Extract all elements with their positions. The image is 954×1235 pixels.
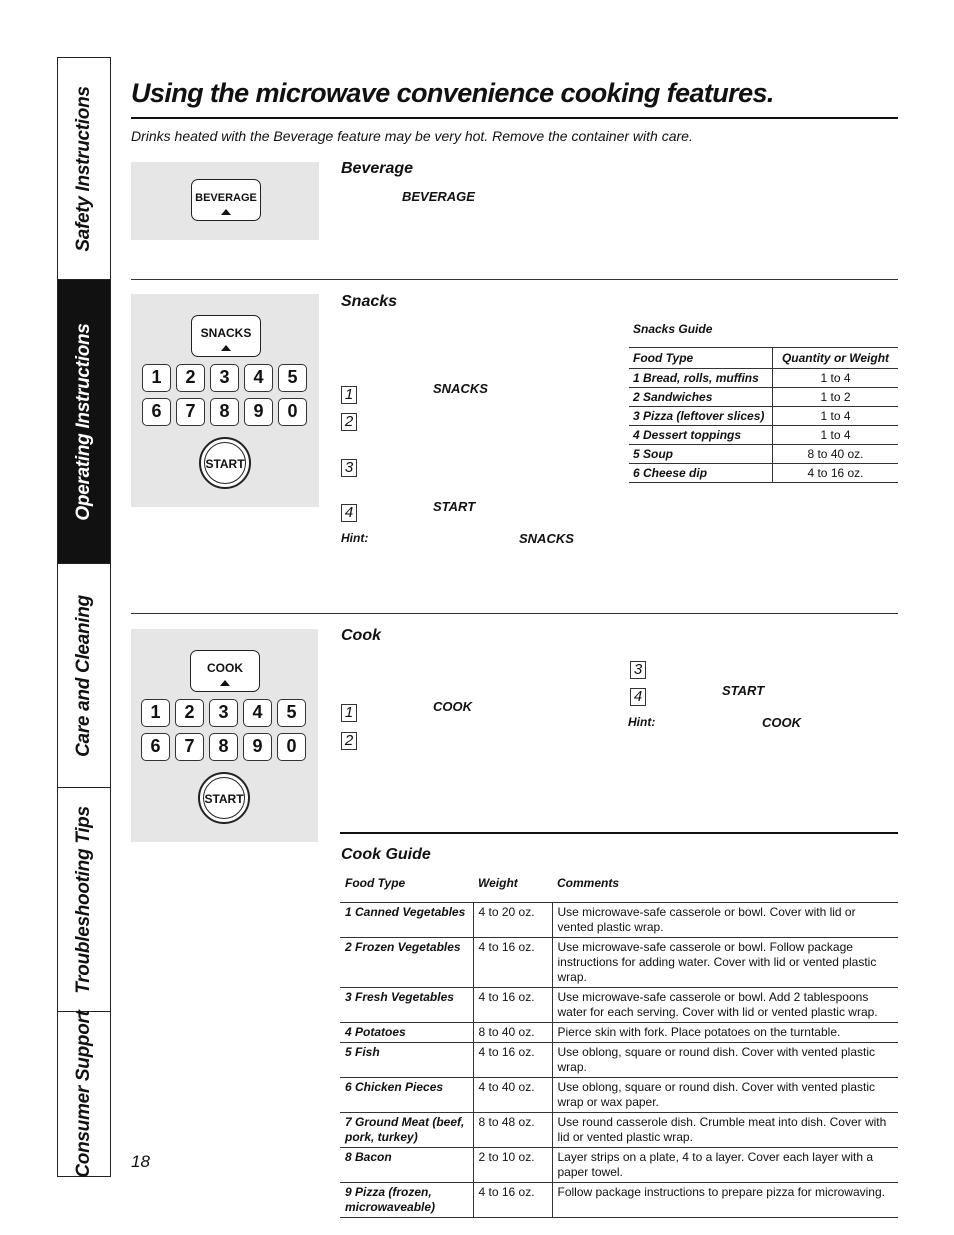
- digit-2-key[interactable]: 2: [176, 364, 205, 392]
- up-arrow-icon: [221, 345, 231, 351]
- hint-label: Hint:: [341, 531, 369, 545]
- table-row: 1 Canned Vegetables 4 to 20 oz. Use microwave-safe casserole or bowl. Cover with lid or vented plastic wrap.: [340, 903, 898, 938]
- hint-keyword: COOK: [762, 715, 801, 730]
- step-number: 2: [341, 413, 357, 431]
- hint-label: Hint:: [628, 715, 656, 729]
- table-row: 9 Pizza (frozen, microwaveable) 4 to 16 oz. Follow package instructions to prepare pizza for microwaving.: [340, 1183, 898, 1218]
- column-header: Food Type: [629, 348, 773, 369]
- digit-1-key[interactable]: 1: [142, 364, 171, 392]
- step-number: 1: [341, 704, 357, 722]
- cook-keyword: COOK: [433, 699, 472, 714]
- snacks-keyword: SNACKS: [433, 381, 488, 396]
- up-arrow-icon: [221, 209, 231, 215]
- beverage-panel: [131, 162, 319, 240]
- tab-troubleshooting-tips[interactable]: Troubleshooting Tips: [58, 788, 110, 1012]
- start-button[interactable]: START: [199, 437, 251, 489]
- snacks-keypad-panel: [131, 294, 319, 507]
- step-number: 4: [630, 688, 646, 706]
- digit-8-key[interactable]: 8: [209, 733, 238, 761]
- up-arrow-icon: [220, 680, 230, 686]
- section-divider: [131, 279, 898, 280]
- table-row: 4 Dessert toppings 1 to 4: [629, 426, 898, 445]
- tab-operating-instructions[interactable]: Operating Instructions: [58, 280, 110, 564]
- digit-3-key[interactable]: 3: [209, 699, 238, 727]
- digit-8-key[interactable]: 8: [210, 398, 239, 426]
- snacks-guide-table: [629, 347, 898, 483]
- step-number: 3: [630, 661, 646, 679]
- beverage-keyword: BEVERAGE: [402, 189, 475, 204]
- table-row: 2 Sandwiches 1 to 2: [629, 388, 898, 407]
- title-rule: [131, 117, 898, 119]
- table-row: 6 Cheese dip 4 to 16 oz.: [629, 464, 898, 483]
- table-row: 2 Frozen Vegetables 4 to 16 oz. Use microwave-safe casserole or bowl. Follow package instructions for adding water. Cover with lid or vented plastic wrap.: [340, 938, 898, 988]
- section-divider: [131, 613, 898, 614]
- column-header: Weight: [473, 872, 552, 903]
- page-number: 18: [131, 1152, 150, 1171]
- start-button[interactable]: START: [198, 772, 250, 824]
- table-row: 7 Ground Meat (beef, pork, turkey) 8 to 48 oz. Use round casserole dish. Crumble meat into dish. Cover with lid or vented plastic wrap.: [340, 1113, 898, 1148]
- step-number: 3: [341, 459, 357, 477]
- table-row: 1 Bread, rolls, muffins 1 to 4: [629, 369, 898, 388]
- table-row: 3 Fresh Vegetables 4 to 16 oz. Use microwave-safe casserole or bowl. Add 2 tablespoons water for each serving. Cover with lid or vented plastic wrap.: [340, 988, 898, 1023]
- digit-6-key[interactable]: 6: [141, 733, 170, 761]
- guide-divider: [340, 832, 898, 834]
- intro-text: Drinks heated with the Beverage feature may be very hot. Remove the container with care.: [131, 128, 693, 144]
- table-row: 6 Chicken Pieces 4 to 40 oz. Use oblong, square or round dish. Cover with vented plastic wrap or wax paper.: [340, 1078, 898, 1113]
- step-number: 4: [341, 504, 357, 522]
- start-keyword: START: [433, 499, 476, 514]
- tab-consumer-support[interactable]: Consumer Support: [73, 1010, 94, 1178]
- side-tabs: [57, 57, 111, 1177]
- digit-9-key[interactable]: 9: [243, 733, 272, 761]
- digit-0-key[interactable]: 0: [277, 733, 306, 761]
- beverage-heading: Beverage: [341, 160, 414, 177]
- column-header: Food Type: [340, 872, 473, 903]
- digit-3-key[interactable]: 3: [210, 364, 239, 392]
- cook-keypad-panel: [131, 629, 318, 842]
- step-number: 2: [341, 732, 357, 750]
- step-number: 1: [341, 386, 357, 404]
- tab-care-and-cleaning[interactable]: Care and Cleaning: [58, 564, 110, 788]
- digit-0-key[interactable]: 0: [278, 398, 307, 426]
- digit-5-key[interactable]: 5: [277, 699, 306, 727]
- table-row: 5 Fish 4 to 16 oz. Use oblong, square or round dish. Cover with vented plastic wrap.: [340, 1043, 898, 1078]
- table-row: 5 Soup 8 to 40 oz.: [629, 445, 898, 464]
- table-row: 3 Pizza (leftover slices) 1 to 4: [629, 407, 898, 426]
- column-header: Quantity or Weight: [773, 348, 899, 369]
- cook-button[interactable]: COOK: [190, 650, 260, 692]
- digit-2-key[interactable]: 2: [175, 699, 204, 727]
- column-header: Comments: [552, 872, 898, 903]
- tab-safety-instructions[interactable]: Safety Instructions: [58, 58, 110, 280]
- hint-keyword: SNACKS: [519, 531, 574, 546]
- snacks-guide-title: Snacks Guide: [633, 322, 713, 336]
- digit-4-key[interactable]: 4: [244, 364, 273, 392]
- digit-1-key[interactable]: 1: [141, 699, 170, 727]
- start-keyword: START: [722, 683, 765, 698]
- digit-5-key[interactable]: 5: [278, 364, 307, 392]
- cook-guide-table: [340, 872, 898, 1218]
- beverage-button[interactable]: BEVERAGE: [191, 179, 261, 221]
- table-header-row: [629, 348, 898, 369]
- table-row: 4 Potatoes 8 to 40 oz. Pierce skin with fork. Place potatoes on the turntable.: [340, 1023, 898, 1043]
- digit-4-key[interactable]: 4: [243, 699, 272, 727]
- page-title: Using the microwave convenience cooking features.: [131, 78, 774, 108]
- table-row: 8 Bacon 2 to 10 oz. Layer strips on a plate, 4 to a layer. Cover each layer with a paper towel.: [340, 1148, 898, 1183]
- snacks-button[interactable]: SNACKS: [191, 315, 261, 357]
- cook-heading: Cook: [341, 627, 381, 644]
- digit-6-key[interactable]: 6: [142, 398, 171, 426]
- cook-guide-title: Cook Guide: [341, 846, 431, 863]
- snacks-heading: Snacks: [341, 293, 398, 310]
- digit-7-key[interactable]: 7: [176, 398, 205, 426]
- digit-9-key[interactable]: 9: [244, 398, 273, 426]
- table-header-row: [340, 872, 898, 903]
- digit-7-key[interactable]: 7: [175, 733, 204, 761]
